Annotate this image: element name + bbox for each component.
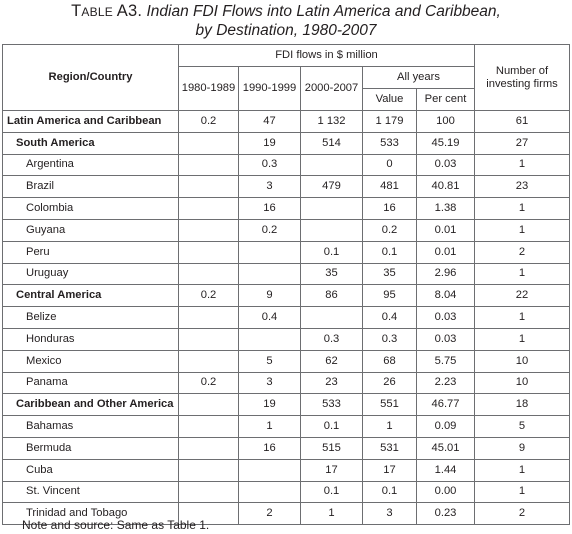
cell-p2 — [239, 263, 301, 285]
cell-p3: 62 — [301, 350, 363, 372]
row-region-name: Belize — [3, 307, 179, 329]
header-all-years: All years — [363, 67, 475, 89]
cell-p3: 0.1 — [301, 241, 363, 263]
table-row — [3, 394, 570, 416]
cell-pct: 0.03 — [417, 307, 475, 329]
cell-p1 — [179, 416, 239, 438]
cell-p1 — [179, 307, 239, 329]
cell-value: 0.1 — [363, 241, 417, 263]
cell-firms: 1 — [475, 154, 570, 176]
cell-pct: 40.81 — [417, 176, 475, 198]
row-region-name: Trinidad and Tobago — [3, 503, 179, 525]
header-per-cent: Per cent — [417, 89, 475, 111]
cell-p2 — [239, 241, 301, 263]
cell-firms: 1 — [475, 263, 570, 285]
table-row — [3, 154, 570, 176]
cell-p3: 1 132 — [301, 111, 363, 133]
header-fdi-flows: FDI flows in $ million — [179, 45, 475, 67]
row-region-name: St. Vincent — [3, 481, 179, 503]
cell-firms: 1 — [475, 459, 570, 481]
cell-p2: 47 — [239, 111, 301, 133]
table-row — [3, 459, 570, 481]
cell-value: 26 — [363, 372, 417, 394]
row-region-name: Mexico — [3, 350, 179, 372]
table-row — [3, 241, 570, 263]
cell-firms: 1 — [475, 219, 570, 241]
table-row — [3, 198, 570, 220]
cell-p1 — [179, 176, 239, 198]
table-row — [3, 307, 570, 329]
cell-p2: 0.3 — [239, 154, 301, 176]
cell-pct: 8.04 — [417, 285, 475, 307]
cell-p3: 17 — [301, 459, 363, 481]
cell-p2: 3 — [239, 176, 301, 198]
cell-value: 3 — [363, 503, 417, 525]
cell-p2: 16 — [239, 437, 301, 459]
header-value: Value — [363, 89, 417, 111]
cell-pct: 0.00 — [417, 481, 475, 503]
cell-firms: 1 — [475, 307, 570, 329]
header-period-2000-2007: 2000-2007 — [301, 67, 363, 111]
table-row — [3, 372, 570, 394]
table-row — [3, 437, 570, 459]
cell-value: 551 — [363, 394, 417, 416]
cell-p3: 23 — [301, 372, 363, 394]
row-region-name: Caribbean and Other America — [3, 394, 179, 416]
table-row — [3, 481, 570, 503]
cell-value: 481 — [363, 176, 417, 198]
cell-p3: 515 — [301, 437, 363, 459]
fdi-table — [2, 44, 570, 525]
cell-p3 — [301, 219, 363, 241]
cell-p1 — [179, 394, 239, 416]
cell-value: 1 179 — [363, 111, 417, 133]
cell-firms: 2 — [475, 503, 570, 525]
cell-value: 1 — [363, 416, 417, 438]
cell-firms: 9 — [475, 437, 570, 459]
cell-firms: 61 — [475, 111, 570, 133]
cell-pct: 0.03 — [417, 154, 475, 176]
cell-p3 — [301, 154, 363, 176]
cell-pct: 45.01 — [417, 437, 475, 459]
cell-pct: 2.96 — [417, 263, 475, 285]
cell-value: 0.4 — [363, 307, 417, 329]
row-region-name: Panama — [3, 372, 179, 394]
table-row — [3, 111, 570, 133]
cell-pct: 2.23 — [417, 372, 475, 394]
cell-p2 — [239, 459, 301, 481]
cell-value: 0 — [363, 154, 417, 176]
cell-firms: 2 — [475, 241, 570, 263]
row-region-name: Latin America and Caribbean — [3, 111, 179, 133]
header-region: Region/Country — [3, 45, 179, 111]
cell-firms: 10 — [475, 350, 570, 372]
cell-value: 0.3 — [363, 328, 417, 350]
header-firms: Number of investing firms — [475, 45, 570, 111]
cell-p3: 0.1 — [301, 416, 363, 438]
cell-p1: 0.2 — [179, 111, 239, 133]
header-period-1990-1999: 1990-1999 — [239, 67, 301, 111]
cell-value: 533 — [363, 132, 417, 154]
row-region-name: Honduras — [3, 328, 179, 350]
cell-p2: 0.2 — [239, 219, 301, 241]
row-region-name: Colombia — [3, 198, 179, 220]
cell-p1: 0.2 — [179, 372, 239, 394]
cell-p1 — [179, 328, 239, 350]
table-title — [0, 2, 572, 40]
cell-firms: 10 — [475, 372, 570, 394]
cell-p2: 3 — [239, 372, 301, 394]
cell-pct: 100 — [417, 111, 475, 133]
table-row — [3, 350, 570, 372]
row-region-name: Brazil — [3, 176, 179, 198]
cell-firms: 22 — [475, 285, 570, 307]
row-region-name: Argentina — [3, 154, 179, 176]
cell-firms: 1 — [475, 328, 570, 350]
row-region-name: South America — [3, 132, 179, 154]
cell-p2 — [239, 481, 301, 503]
row-region-name: Guyana — [3, 219, 179, 241]
cell-pct: 46.77 — [417, 394, 475, 416]
row-region-name: Central America — [3, 285, 179, 307]
cell-value: 17 — [363, 459, 417, 481]
table-row — [3, 219, 570, 241]
cell-p3 — [301, 198, 363, 220]
row-region-name: Bahamas — [3, 416, 179, 438]
cell-value: 531 — [363, 437, 417, 459]
cell-firms: 1 — [475, 481, 570, 503]
cell-p1 — [179, 241, 239, 263]
cell-pct: 1.44 — [417, 459, 475, 481]
cell-p2: 0.4 — [239, 307, 301, 329]
header-period-1980-1989: 1980-1989 — [179, 67, 239, 111]
row-region-name: Cuba — [3, 459, 179, 481]
cell-p1 — [179, 481, 239, 503]
cell-p2: 19 — [239, 132, 301, 154]
cell-p3: 533 — [301, 394, 363, 416]
cell-p2: 9 — [239, 285, 301, 307]
cell-p1 — [179, 437, 239, 459]
cell-firms: 23 — [475, 176, 570, 198]
cell-pct: 5.75 — [417, 350, 475, 372]
cell-p3: 86 — [301, 285, 363, 307]
cell-p1 — [179, 263, 239, 285]
cell-p3: 479 — [301, 176, 363, 198]
cell-pct: 0.01 — [417, 241, 475, 263]
row-region-name: Peru — [3, 241, 179, 263]
row-region-name: Bermuda — [3, 437, 179, 459]
cell-p3: 514 — [301, 132, 363, 154]
cell-firms: 18 — [475, 394, 570, 416]
title-line-2: by Destination, 1980-2007 — [195, 22, 377, 39]
cell-p2 — [239, 328, 301, 350]
cell-p1 — [179, 154, 239, 176]
cell-value: 0.1 — [363, 481, 417, 503]
cell-firms: 1 — [475, 198, 570, 220]
cell-value: 68 — [363, 350, 417, 372]
table-note: Note and source: Same as Table 1. — [22, 518, 210, 532]
cell-p2: 2 — [239, 503, 301, 525]
cell-value: 95 — [363, 285, 417, 307]
cell-p1 — [179, 132, 239, 154]
table-row — [3, 328, 570, 350]
cell-pct: 0.01 — [417, 219, 475, 241]
table-row — [3, 416, 570, 438]
cell-firms: 27 — [475, 132, 570, 154]
cell-p1 — [179, 459, 239, 481]
cell-p1: 0.2 — [179, 285, 239, 307]
cell-value: 35 — [363, 263, 417, 285]
table-row — [3, 263, 570, 285]
cell-pct: 0.09 — [417, 416, 475, 438]
title-line-1: Indian FDI Flows into Latin America and Caribbean, — [146, 3, 501, 20]
table-row — [3, 132, 570, 154]
cell-pct: 45.19 — [417, 132, 475, 154]
cell-p3: 0.1 — [301, 481, 363, 503]
cell-p2: 19 — [239, 394, 301, 416]
table-row — [3, 285, 570, 307]
cell-p3: 35 — [301, 263, 363, 285]
cell-value: 16 — [363, 198, 417, 220]
cell-firms: 5 — [475, 416, 570, 438]
cell-p2: 5 — [239, 350, 301, 372]
cell-p3: 0.3 — [301, 328, 363, 350]
table-row — [3, 176, 570, 198]
cell-p3: 1 — [301, 503, 363, 525]
cell-value: 0.2 — [363, 219, 417, 241]
cell-p3 — [301, 307, 363, 329]
cell-pct: 1.38 — [417, 198, 475, 220]
row-region-name: Uruguay — [3, 263, 179, 285]
table-body — [3, 111, 570, 525]
cell-p2: 16 — [239, 198, 301, 220]
cell-p1 — [179, 198, 239, 220]
cell-pct: 0.23 — [417, 503, 475, 525]
cell-p2: 1 — [239, 416, 301, 438]
table-label: Table A3. — [71, 2, 143, 20]
cell-p1 — [179, 350, 239, 372]
cell-p1 — [179, 219, 239, 241]
cell-pct: 0.03 — [417, 328, 475, 350]
